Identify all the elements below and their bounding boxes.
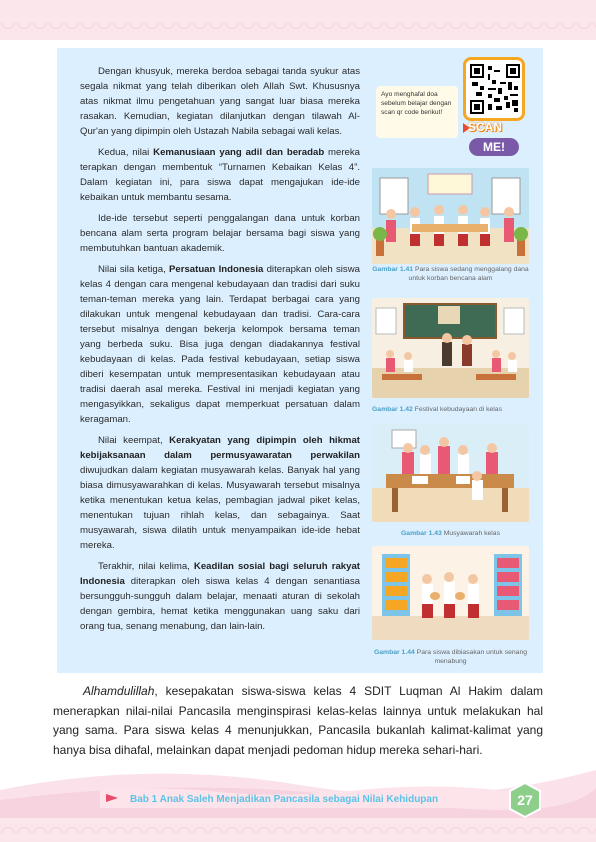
main-text-column bbox=[80, 64, 360, 640]
figure-1-41-illustration bbox=[372, 168, 529, 264]
chapter-title: Anak Saleh Menjadikan Pancasila sebagai Nilai Kehidupan bbox=[159, 794, 439, 805]
figure-1-44-caption: Gambar 1.44 Para siswa dibiasakan untuk senang menabung bbox=[373, 649, 528, 665]
paragraph-4: Nilai sila ketiga, Persatuan Indonesia diterapkan oleh siswa kelas 4 dengan cara mengenal kebudayaan dan tradisi dari suku teman-teman mereka yang lain. Terdapat berbagai cara yang dilakukan untuk mengenal kebudayaan dan tradisi. Cara-cara tersebut misalnya dengan bekerja kelompok bersama teman yang berbeda suku. Bisa juga dengan diadakannya festival kebudayaan di kelas. Pada festival kebudayaan, setiap siswa diberi kesempatan untuk mempresentasikan kebudayaan atau tradisi daerah asal mereka. Festival ini menjadi kegiatan yang mengasyikkan, sekaligus dapat memperkuat persatuan dalam keragaman. bbox=[80, 264, 360, 425]
figure-1-42-caption: Gambar 1.42 Festival kebudayaan di kelas bbox=[372, 406, 502, 413]
scan-label: SCAN bbox=[468, 120, 503, 134]
figure-1-43-illustration bbox=[372, 424, 529, 522]
footer-chapter-title bbox=[130, 794, 438, 805]
qr-code-icon bbox=[470, 64, 520, 114]
figure-1-44-illustration bbox=[372, 546, 529, 640]
page-number: 27 bbox=[517, 792, 533, 808]
paragraph-5: Nilai keempat, Kerakyatan yang dipimpin oleh hikmat kebijaksanaan dalam permusyawaratan perwakilan diwujudkan dalam kegiatan musyawarah kelas. Banyak hal yang biasa dimusyawarahkan di kelas. Musyawarah tersebut misalnya ketika menentukan ketua kelas, pembagian jadwal piket kelas, menentukan tujuan rihlah kelas, dan sebagainya. Saat musyawarah, siswa dilatih untuk menyampaikan ide-ide hebat mereka. bbox=[80, 435, 360, 551]
paragraph-3: Ide-ide tersebut seperti penggalangan dana untuk korban bencana alam serta program belajar bersama bagi siswa yang membutuhkan bantuan akademik. bbox=[80, 213, 360, 254]
paragraph-1: Dengan khusyuk, mereka berdoa sebagai tanda syukur atas segala nikmat yang telah diberikan oleh Allah Swt. Khususnya atas nikmat ilmu pengetahuan yang sangat luar biasa mereka rasakan. Kemudian, kegiatan dilanjutkan dengan tilawah Al-Qur'an yang dipimpin oleh Ustazah Nabila sebagai wali kelas. bbox=[80, 66, 360, 137]
me-label: ME! bbox=[469, 138, 519, 156]
top-decorative-border bbox=[0, 0, 596, 40]
bottom-decorative-border bbox=[0, 818, 596, 842]
qr-code[interactable] bbox=[463, 57, 525, 121]
chapter-number: Bab 1 bbox=[130, 794, 158, 805]
figure-1-43-caption: Gambar 1.43 Musyawarah kelas bbox=[401, 530, 500, 537]
qr-instruction-note: Ayo menghafal doa sebelum belajar dengan scan qr code berikut! bbox=[376, 86, 458, 138]
closing-paragraph: Alhamdulillah, kesepakatan siswa-siswa kelas 4 SDIT Luqman Al Hakim dalam menerapkan nilai-nilai Pancasila menginspirasi kelas-kelas lainnya untuk melakukan hal yang sama. Para siswa kelas 4 menunjukkan, Pancasila bukanlah kalimat-kalimat yang hanya bisa dihafal, melainkan dapat menjadi pedoman hidup mereka sehari-hari. bbox=[53, 684, 543, 757]
page-number-badge bbox=[507, 782, 543, 818]
paragraph-6: Terakhir, nilai kelima, Keadilan sosial bagi seluruh rakyat Indonesia diterapkan oleh siswa kelas 4 dengan senantiasa bersungguh-sungguh dalam belajar, menaati aturan di sekolah dengan gembira, hemat ketika menggunakan uang saku dari orang tua, senang menabung, dan lain-lain. bbox=[80, 561, 360, 632]
figure-1-41-caption: Gambar 1.41 Para siswa sedang menggalang dana untuk korban bencana alam bbox=[372, 266, 529, 282]
figure-1-42-illustration bbox=[372, 298, 529, 398]
paragraph-2: Kedua, nilai Kemanusiaan yang adil dan beradab mereka terapkan dengan membentuk “Turnamen Kebaikan Kelas 4”. Dalam kegiatan ini, para siswa dapat mengajukan ide-ide kebaikan untuk membantu sesama. bbox=[80, 147, 361, 203]
